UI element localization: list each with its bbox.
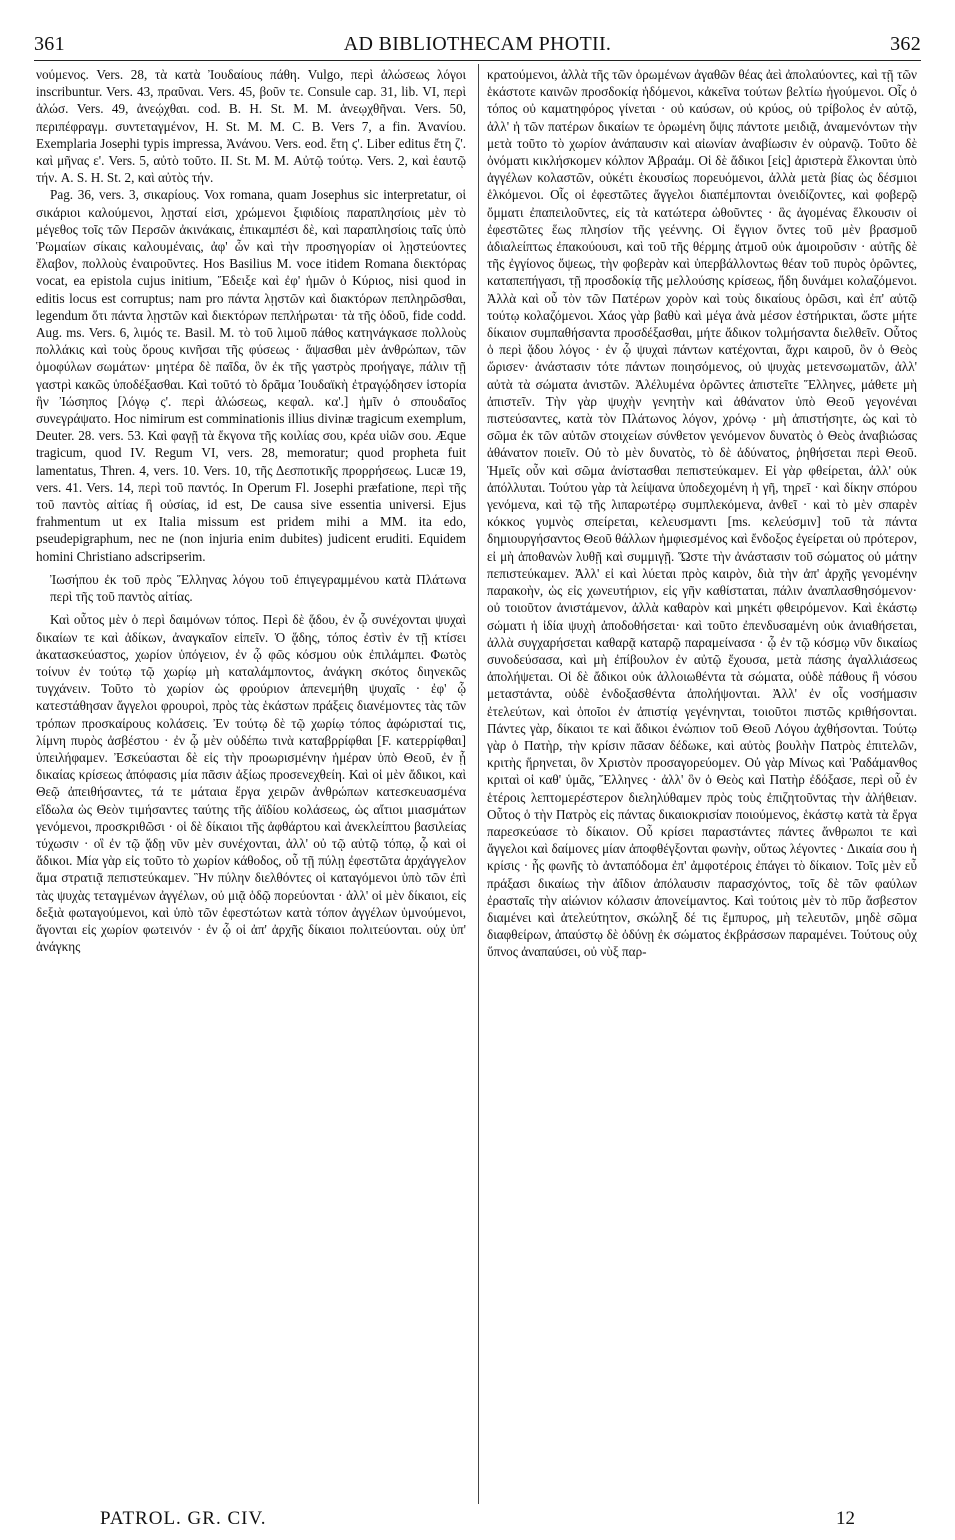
running-title: AD BIBLIOTHECAM PHOTII. [343,32,612,55]
running-header [34,30,921,58]
right-page-number: 362 [890,32,921,55]
section-heading: Ἰωσήπου ἐκ τοῦ πρὸς Ἕλληνας λόγου τοῦ ἐπιγεγραμμένου κατὰ Πλάτωνα περὶ τῆς τοῦ παντὸς αἰτίας. [50,571,466,605]
sheet-number: 12 [836,1508,855,1529]
page-footer [100,1506,855,1532]
header-rule [34,60,921,61]
critical-notes-paragraph: νούμενος. Vers. 28, τὰ κατὰ Ἰουδαίους πάθη. Vulgo, περὶ ἁλώσεως λόγοι inscribuntur. Vers. 43, πραῦναι. Vers. 45, βοῦν τε. Consule cap. 31, lib. VI, περὶ ἁλώσ. Vers. 49, ἀνεῴχθαι. cod. B. H. St. M. M. ἀνεῳχθῆναι. Vers. 50, περιπέφραγμ. συντεταγμένον, H. St. M. M. C. B. Vers 7, a fin. Ἀνανίου. Exemplaria Josephi typis impressa, Ἀνάνου. Vers. eod. ἔτη ϛ'. Liber editus ἔτη ζ'. καὶ μῆνας ε'. Vers. 5, αὐτὸ τοῦτο. II. St. M. M. Αὐτῷ τούτῳ. Vers. 2, καὶ ἑαυτῷ τήν. A. S. H. St. 2, καὶ αὐτὸς τήν. [36,67,466,186]
body-paragraph: Καὶ οὗτος μὲν ὁ περὶ δαιμόνων τόπος. Περὶ δὲ ᾅδου, ἐν ᾧ συνέχονται ψυχαὶ δικαίων τε καὶ ἀδίκων, ἀναγκαῖον εἰπεῖν. Ὁ ᾅδης, τόπος ἐστὶν ἐν τῇ κτίσει ἀκατασκεύαστος, χωρίον ὑπόγειον, ἐν ᾧ φῶς κόσμου οὐκ ἐπιλάμπει. Φωτὸς τοίνυν ἐν τούτῳ τῷ χωρίῳ μὴ καταλάμποντος, ἀνάγκη σκότος διηνεκῶς τυγχάνειν. Τοῦτο τὸ χωρίον ὡς φρούριον ἀπενεμήθη ψυχαῖς · ἐφ' ᾧ κατεστάθησαν ἄγγελοι φρουροὶ, πρὸς τὰς ἑκάστων πράξεις διανέμοντες τὰς τῶν τρόπων προσκαίρους κολάσεις. Ἐν τούτῳ δὲ τῷ χωρίῳ τόπος ἀφώρισταί τις, λίμνη πυρὸς ἀσβέστου · ἐν ᾧ μὲν οὐδέπω τινὰ καταβρρίφθαι [F. κατερρίφθαι] ὑπειλήφαμεν. Ἐσκεύασται δὲ εἰς τὴν προωρισμένην ἡμέραν ὑπὸ Θεοῦ, ἐν ᾗ δικαίας κρίσεως ἀπόφασις μία πᾶσιν ἀξίως προσενεχθείη. Καὶ οἱ μὲν ἄδικοι, καὶ Θεῷ ἀπειθήσαντες, τά τε μάταια ἔργα χειρῶν ἀνθρώπων κατεσκευασμένα εἴδωλα ὡς Θεὸν τιμήσαντες ταύτης τῆς ἀϊδίου κολάσεως, ὡς αἴτιοι μιασμάτων γενόμενοι, προσκριθῶσι · οἱ δὲ δίκαιοι τῆς ἀφθάρτου καὶ ἀνεκλείπτου βασιλείας τύχωσιν · οἳ ἐν τῷ ᾅδῃ νῦν μὲν συνέχονται, ἀλλ' οὐ τῷ αὐτῷ τόπῳ, ᾧ καὶ οἱ ἄδικοι. Μία γὰρ εἰς τοῦτο τὸ χωρίον κάθοδος, οὗ τῇ πύλῃ ἐφεστῶτα ἀρχάγγελον ἅμα στρατιᾷ πεπιστεύκαμεν. Ἣν πύλην διελθόντες οἱ καταγόμενοι ὑπὸ τῶν ἐπὶ τὰς ψυχὰς τεταγμένων ἀγγέλων, οὐ μιᾷ ὁδῷ πορεύονται · ἀλλ' οἱ μὲν δίκαιοι, εἰς δεξιὰ φωταγούμενοι, καὶ ὑπὸ τῶν ἐφεστώτων κατὰ τόπον ἀγγέλων ὑμνούμενοι, ἄγονται εἰς χωρίον φωτεινόν · ἐν ᾧ οἱ ἀπ' ἀρχῆς δίκαιοι πολιτεύονται. οὐχ ὑπ' ἀνάγκης [36,612,466,955]
column-divider [478,64,479,1504]
right-column [487,66,917,1506]
body-paragraph: κρατούμενοι, ἀλλὰ τῆς τῶν ὁρωμένων ἀγαθῶν θέας ἀεὶ ἀπολαύοντες, καὶ τῇ τῶν ἑκάστοτε καινῶν προσδοκίᾳ ἡδόμενοι, κἀκεῖνα τούτων βελτίω ἡγούμενοι. Οἷς ὁ τόπος οὐ καματηφόρος γίνεται · οὐ καύσων, οὐ κρύος, οὐ τρίβολος ἐν αὐτῷ, ἀλλ' ἡ τῶν πατέρων δικαίων τε ὁρωμένη ὄψις πάντοτε μειδιᾷ, ἀναμενόντων τὴν μετὰ τοῦτο τὸ χωρίον ἀνάπαυσιν καὶ αἰωνίαν ἀναβίωσιν ἐν οὐρανῷ. Τοῦτο δὲ ὀνόματι κικλήσκομεν κόλπον Ἀβραάμ. Οἱ δὲ ἄδικοι [εἰς] ἀριστερὰ ἕλκονται ὑπὸ ἀγγέλων κολαστῶν, οὐκέτι ἑκουσίως πορευόμενοι, ἀλλὰ μετὰ βίας ὡς δέσμιοι ἑλκόμενοι. Οἷς οἱ ἐφεστῶτες ἄγγελοι διαπέμπονται ὀνειδίζοντες, καὶ φοβερῷ ὄμματι ἐπαπειλοῦντες, εἰς τὰ κατώτερα ὠθοῦντες · ἃς ἀγομένας ἕλκουσιν οἱ ἐφεστῶτες ἕως πλησίον τῆς γεέννης. Οἱ ἔγγιον ὄντες τοῦ μὲν βρασμοῦ ἀδιαλείπτως ἐπακούουσι, καὶ τοῦ τῆς θέρμης ἀτμοῦ οὐκ ἀμοιροῦσιν · αὐτῆς δὲ τῆς ἐγγίονος ὄψεως, τὴν φοβερὰν καὶ ὑπερβάλλοντως θέαν τοῦ πυρὸς ὁρῶντες, καταπεπήγασι, τῇ προσδοκίᾳ τῆς μελλούσης κρίσεως, ἤδη δυνάμει κολαζόμενοι. Ἀλλὰ καὶ οὗ τὸν τῶν Πατέρων χορὸν καὶ τοὺς δικαίους ὁρῶσι, καὶ ἐπ' αὐτῷ τούτῳ κολαζόμενοι. Χάος γὰρ βαθὺ καὶ μέγα ἀνὰ μέσον ἐστήρικται, ὥστε μήτε δίκαιον συμπαθήσαντα προσδέξασθαι, μήτε ἄδικον τολμήσαντα διελθεῖν. Οὗτος ὁ περὶ ᾅδου λόγος · ἐν ᾧ ψυχαὶ πάντων κατέχονται, ἄχρι καιροῦ, ὃν ὁ Θεὸς ὥρισεν· ἀνάστασιν τότε πάντων ποιησόμενος, οὐ ψυχὰς μετενσωματῶν, ἀλλ' αὐτὰ τὰ σώματα ἀνιστῶν. Ἀλέλυμένα ὁρῶντες ἀπιστεῖτε Ἕλληνες, μάθετε μὴ ἀπιστεῖν. Τὴν γὰρ ψυχὴν γενητὴν καὶ ἀθάνατον ὑπὸ Θεοῦ γεγονέναι πιστεύσαντες, κατὰ τὸν Πλάτωνος λόγον, χρόνῳ · μὴ ἀπιστήσητε, ὡς καὶ τὸ σῶμα ἐκ τῶν αὐτῶν στοιχείων σύνθετον γενόμενον δυνατὸς ὁ Θεὸς ἀναβιώσας ἀθάνατον ποιεῖν. Οὐ τὸ μὲν δυνατὸς, τὸ δὲ ἀδύνατος, ῥηθήσεται περὶ Θεοῦ. Ἡμεῖς οὖν καὶ σῶμα ἀνίστασθαι πεπιστεύκαμεν. Εἰ γὰρ φθείρεται, ἀλλ' οὐκ ἀπόλλυται. Τούτου γὰρ τὰ λείψανα ὑποδεχομένη ἡ γῆ, τηρεῖ · καὶ δίκην σπόρου γενόμενα, καὶ τῷ τῆς λιπαρωτέρῳ συμπλεκόμενα, ἀνθεῖ · καὶ τὸ μὲν σπαρὲν κόκκος γυμνὸς σπείρεται, κελευσμαντι [ms. κελεύσμιν] τοῦ τὰ πάντα δημιουργήσαντος Θεοῦ θάλλων ἠμφιεσμένος καὶ ἔνδοξος ἐγείρεται οὐ πρότερον, εἰ μὴ ἀποθανὼν λυθῇ καὶ συμμιγῇ. Ὥστε τὴν ἀνάστασιν τοῦ σώματος οὐ μάτην πεπιστεύκαμεν. Ἀλλ' εἰ καὶ λύεται πρὸς καιρὸν, διὰ τὴν ἀπ' ἀρχῆς γενομένην παρακοὴν, ὡς εἰς χωνευτήριον, εἰς γῆν καθίσταται, πάλιν ἀναπλασθησόμενον· οὐ τοιοῦτον ἀνιστάμενον, ἀλλὰ καθαρὸν καὶ μηκέτι φθειρόμενον. Καὶ ἑκάστῳ σώματι ἡ ἰδία ψυχὴ ἀποδοθήσεται· καὶ τοῦτο ἐπενδυσαμένη οὐκ ἀνιαθήσεται, ἀλλὰ συγχαρήσεται καθαρᾷ καταρῷ παραμείνασα · ᾧ ἐν τῷ κόσμῳ νῦν δικαίως συνοδεύσασα, καὶ μὴ ἐπίβουλον ἐν αὐτῷ ἔχουσα, μετὰ πάσης ἀγαλλιάσεως ἀπολήψεται. Οἱ δὲ ἄδικοι οὐκ ἀλλοιωθέντα τὰ σώματα, οὐδὲ πάθους ἢ νόσου μεταστάντα, οὐδὲ ἐνδοξασθέντα ἀπολήψονται. Ἀλλ' ἐν οἷς νοσήμασιν ἐτελεύτων, καὶ ὁποῖοι ἐν ἀπιστίᾳ γεγένηνται, τοιοῦτοι πιστῶς κριθήσονται. Πάντες γὰρ, δίκαιοι τε καὶ ἄδικοι ἐνώπιον τοῦ Θεοῦ Λόγου ἀχθήσονται. Τούτῳ γὰρ ὁ Πατὴρ, τὴν κρίσιν πᾶσαν δέδωκε, καὶ αὐτὸς βουλὴν Πατρὸς ἐπιτελῶν, κριτὴς ἥρηνεται, ὃν Χριστὸν προσαγορεύομεν. Οὐ γὰρ Μίνως καὶ Ῥαδάμανθος κριταὶ οἱ καθ' ὑμᾶς, Ἕλληνες · ἀλλ' ὃν ὁ Θεὸς καὶ Πατὴρ ἐδόξασε, περὶ οὗ ἐν ἑτέροις λεπτομερέστερον διεληλύθαμεν πρὸς τοὺς ἐπιζητοῦντας τὴν ἀλήθειαν. Οὗτος ὁ τὴν Πατρὸς εἰς πάντας δικαιοκρισίαν ποιούμενος, ἑκάστῳ κατὰ τὰ ἔργα παρεσκεύασε τὸ δίκαιον. Οὗ κρίσει παραστάντες πάντες ἄνθρωποι τε καὶ ἄγγελοι καὶ δαίμονες μίαν ἀποφθέγξονται φωνὴν, οὕτως λέγοντες · Δικαία σου ἡ κρίσις · ἧς φωνῆς τὸ ἀνταπόδομα ἐπ' ἀμφοτέροις ἐπάγει τὸ δίκαιον. Τοῖς μὲν εὖ πράξασι δικαίως τὴν ἀΐδιον ἀπόλαυσιν παρασχόντος, τοῖς δὲ τῶν φαύλων ἐρασταῖς τὴν αἰώνιον κόλασιν ἀπονείμαντος. Καὶ τούτοις μὲν τὸ πῦρ ἄσβεστον διαμένει καὶ ἀτελεύτητον, σκώληξ δέ τις ἔμπυρος, μὴ τελευτῶν, μηδὲ σῶμα διαφθείρων, ἀπαύστῳ δὲ ὀδύνῃ ἐκ σώματος ἐκβράσσων παραμένει. Τούτους οὐχ ὕπνος ἀναπαύσει, οὐ νὺξ παρ- [487,67,917,960]
left-column [36,66,466,1506]
critical-notes-paragraph: Pag. 36, vers. 3, σικαρίους. Vox romana, quam Josephus sic interpretatur, οἱ σικάριοι καλούμενοι, λῃσταί εἰσι, χρώμενοι ξιφιδίοις παραπλησίοις μὲν τὸ μέγεθος τοῖς τῶν Περσῶν ἀκινάκαις, ἐπικαμπέσι δὲ, καὶ παραπλησίοις ταῖς ὑπὸ Ῥωμαίων σίκαις καλουμέναις, ἀφ' ὧν καὶ τὴν προσηγορίαν οἱ λῃστεύοντες ἔλαβον, πολλοὺς ἐναιροῦντες. Hos Basilius M. voce itidem Romana διεκτόρας vocat, ea epistola cujus initium, Ἔδειξε καὶ ἐφ' ἡμῶν ὁ Κύριος, nisi quod in editis locus est corruptus; nam pro πάντα λῃστῶν καὶ διακτόρων πεπληρῶσθαι, legendum ὅτι πάντα λῃστῶν καὶ διεκτόρων πεπλήρωται· τὰ τῆς ὁδοῦ, fide codd. Aug. ms. Vers. 6, λιμός τε. Basil. M. τὸ τοῦ λιμοῦ πάθος κατηνάγκασε πολλοὺς πολλάκις καὶ τοὺς ὅρους κινῆσαι τῆς φύσεως · ἅψασθαι μὲν ἀνθρώπων, τῶν ὁμοφύλων σωμάτων· μητέρα δὲ παῖδα, ὃν ἐκ τῆς γαστρὸς προήγαγε, πάλιν τῇ γαστρὶ κακῶς ὑποδέξασθαι. Καὶ τοῦτό τὸ δρᾶμα Ἰουδαϊκὴ ἐτραγῴδησεν ἱστορία ἣν Ἰώσηπος [λόγῳ ς'. περὶ ἁλώσεως, κεφαλ. κα'.] ἡμῖν ὁ σπουδαῖος συνεγράψατο. Hoc nimirum est comminationis illius divinæ tragicum exemplum, Deuter. 28. vers. 53. Καὶ φαγῇ τὰ ἔκγονα τῆς κοιλίας σου, κρέα υἱῶν σου. Æque tragicum, quod IV. Regum VI, vers. 28, memoratur; quod propheta fuit lamentatus, Thren. 4, vers. 10. Vers. 10, τῆς Δεσποτικῆς προρρήσεως. Lucæ 19, vers. 41. Vers. 14, περὶ τοῦ παντός. In Operum Fl. Josephi præfatione, περὶ τῆς τοῦ παντὸς αἰτίας ἢ οὐσίας, id est, De causa sive essentia universi. Ejus frahmentum ut ex Italia missum est pridem mihi a MM. ita edo, pseudepigraphum, nec ne (non injuria enim dubites) judicent eruditi. Equidem homini Christiano adscripserim. [36,187,466,564]
left-page-number: 361 [34,32,65,55]
signature-mark: PATROL. GR. CIV. [100,1508,267,1529]
